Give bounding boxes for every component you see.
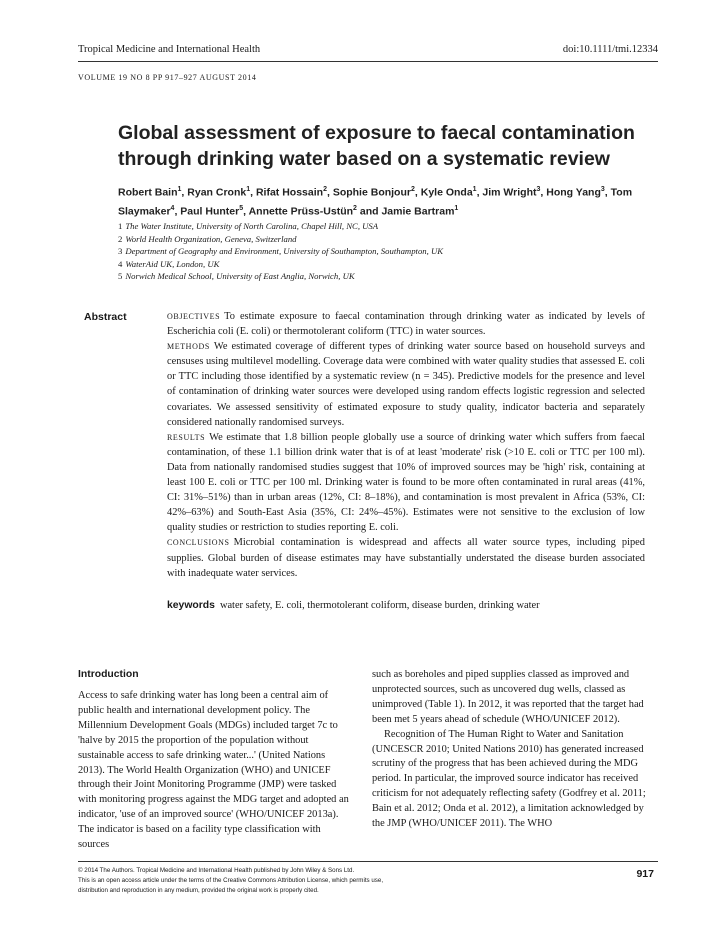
author-name: Sophie Bonjour (332, 186, 411, 199)
author-name: Kyle Onda (420, 186, 473, 199)
author-affiliation-marker: 4 (170, 204, 175, 212)
abstract-results (167, 430, 645, 536)
copyright-footnote (78, 866, 558, 896)
header-divider (78, 61, 658, 62)
author-affiliation-marker: 1 (454, 204, 459, 212)
affiliation-list (118, 220, 678, 283)
results-label: RESULTS (167, 432, 206, 442)
author-name: Rifat Hossain (255, 186, 324, 199)
introduction-heading: Introduction (78, 669, 139, 680)
author-affiliation-marker: 3 (536, 186, 541, 193)
abstract-body (167, 309, 645, 581)
volume-info: VOLUME 19 NO 8 PP 917–927 AUGUST 2014 (78, 73, 257, 82)
author-affiliation-marker: 2 (323, 186, 327, 193)
affiliation-text: Department of Geography and Environment, University of Southampton, Southampton, UK (125, 246, 444, 257)
affiliation-number: 1 (118, 221, 123, 231)
author-name: Ryan Cronk (187, 186, 247, 199)
affiliation-text: WaterAid UK, London, UK (125, 258, 220, 269)
author-name: Jamie Bartram (381, 205, 455, 217)
author-name: Tom Slaymaker (118, 186, 633, 217)
methods-label: METHODS (167, 342, 210, 352)
conclusions-text: Microbial contamination is widespread and affects all water source types, including piped supplies. Global burden of disease estimates may have substantially understated the disease burden associated with inadequate water services. (167, 537, 645, 579)
author-affiliation-marker: 1 (472, 186, 477, 193)
results-text: We estimate that 1.8 billion people globally use a source of drinking water which suffers from faecal contamination, of these 1.1 billion drink water that is of at least 'moderate' risk (>10 E. coli or TTC per 100 ml). Data from nationally randomised studies suggest that 10% of improved sources may be 'high' risk, containing at least 100 E. coli or TTC per 100 ml. Drinking water is found to be more often contaminated in rural areas (41%, CI: 31%–51%) than in urban areas (12%, CI: 8–18%), and contamination is most prevalent in Africa (53%, CI: 42%–63%) and South-East Asia (35%, CI: 24%–45%). Estimates were not sensitive to the exclusion of low quality studies or restriction to studies reporting E. coli. (167, 431, 645, 534)
affiliation-item (118, 233, 678, 246)
affiliation-number: 3 (118, 246, 123, 257)
doi[interactable]: doi:10.1111/tmi.12334 (562, 44, 658, 55)
author-affiliation-marker: 2 (410, 186, 415, 193)
methods-text: We estimated coverage of different types of drinking water source based on household surveys and censuses using multilevel modelling. Coverage data were combined with water quality studies that assessed E. coli or TTC including those identified by a systematic review (n = 345). Predictive models for the presence and level of contamination of drinking water sources were developed using random effects logistic regression and selected covariates. We assessed sensitivity of estimated exposure to study quality, indicator bacteria and separately considered nationally randomised surveys. (167, 341, 645, 428)
author-affiliation-marker: 2 (353, 204, 357, 212)
page-number: 917 (636, 868, 654, 880)
intro-right-column (372, 668, 647, 832)
footer-divider (78, 861, 658, 862)
author-affiliation-marker: 5 (239, 204, 244, 212)
author-affiliation-marker: 1 (246, 186, 251, 193)
intro-paragraph-1: Access to safe drinking water has long been a central aim of public health and international development policy. The Millennium Development Goals (MDGs) included target 7c to 'halve by 2015 the proportion of the population without sustainable access to safe drinking water...' (United Nations 2013). The World Health Organization (WHO) and UNICEF through their Joint Monitoring Programme (JMP) were tasked with monitoring progress against the MDG target and adopted an indicator, 'use of an improved source' (WHO/UNICEF 2013a). The indicator is based on a facility type classification with sources (78, 690, 349, 851)
footnote-line-1: © 2014 The Authors. Tropical Medicine and International Health published by John Wiley & Sons Ltd. (78, 867, 355, 874)
author-name: Paul Hunter (180, 205, 240, 217)
keywords (167, 600, 540, 611)
affiliation-text: World Health Organization, Geneva, Switzerland (125, 233, 297, 244)
intro-left-column (78, 668, 350, 853)
affiliation-item (118, 220, 678, 233)
abstract-label: Abstract (84, 311, 127, 323)
intro-paragraph-2: such as boreholes and piped supplies classed as improved and unprotected sources, such as uncovered dug wells, classed as unimproved (Table 1). In 2012, it was reported that the target had been met 5 years ahead of schedule (WHO/UNICEF 2012). (372, 669, 644, 725)
author-name: Annette Prüss-Ustün (248, 205, 354, 217)
author-name: Jim Wright (482, 186, 537, 199)
objectives-text: To estimate exposure to faecal contamination through drinking water as indicated by levels of Escherichia coli (E. coli) or thermotolerant coliform (TTC) in water sources. (167, 311, 645, 338)
affiliation-number: 2 (118, 233, 123, 244)
keywords-label: keywords (167, 600, 215, 611)
author-affiliation-marker: 3 (600, 186, 605, 193)
abstract-methods (167, 339, 645, 430)
author-list: Robert Bain$^1$, Ryan Cronk$^1$, Rifat Hossain$^2$, Sophie Bonjour$^2$, Kyle Onda$^1$, Jim Wright$^3$, Hong Yang$^3$, Tom Slaymaker$^4$, Paul Hunter$^5$, Annette Prüss-Ustün$^2$ and Jamie Bartram$^1$ (118, 186, 633, 217)
abstract-conclusions (167, 535, 645, 580)
affiliation-number: 5 (118, 271, 123, 282)
footnote-line-2: This is an open access article under the terms of the Creative Commons Attribution License, which permits use, (78, 877, 384, 884)
objectives-label: OBJECTIVES (167, 312, 221, 321)
article-title: Global assessment of exposure to faecal contamination through drinking water based on a systematic review (118, 122, 635, 170)
journal-name: Tropical Medicine and International Health (78, 44, 261, 55)
author-name: Robert Bain (118, 186, 178, 199)
author-affiliation-marker: 1 (177, 186, 182, 193)
affiliation-number: 4 (118, 258, 123, 269)
affiliation-item (118, 245, 678, 258)
affiliation-item (118, 258, 678, 271)
affiliation-item (118, 270, 678, 283)
keywords-text: water safety, E. coli, thermotolerant coliform, disease burden, drinking water (219, 600, 540, 611)
affiliation-text: The Water Institute, University of North Carolina, Chapel Hill, NC, USA (125, 221, 379, 231)
conclusions-label: CONCLUSIONS (167, 538, 230, 548)
footnote-line-3: distribution and reproduction in any medium, provided the original work is properly cited. (78, 887, 319, 894)
abstract-objectives (167, 309, 645, 339)
author-name: Hong Yang (546, 186, 601, 199)
affiliation-text: Norwich Medical School, University of East Anglia, Norwich, UK (125, 271, 355, 282)
intro-paragraph-3: Recognition of The Human Right to Water and Sanitation (UNCESCR 2010; United Nations 2010) has generated increased scrutiny of the progress that has been achieved during the MDG period. In particular, the improved source indicator has received criticism for not adequately reflecting safety (Godfrey et al. 2011; Bain et al. 2012; Onda et al. 2012), a limitation acknowledged by the JMP (WHO/UNICEF 2011). The WHO (372, 728, 646, 830)
